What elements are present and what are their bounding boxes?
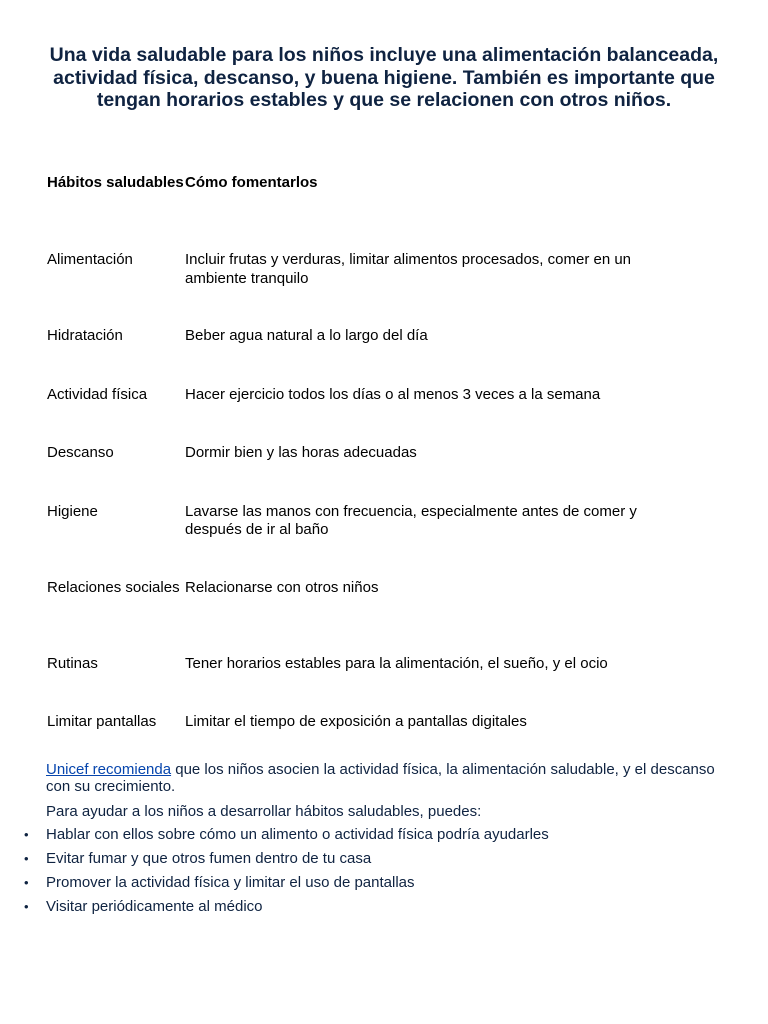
- how-cell: Incluir frutas y verduras, limitar alimentos procesados, comer en un ambiente tranquilo: [185, 251, 632, 287]
- how-cell: Dormir bien y las horas adecuadas: [185, 444, 417, 461]
- bullet-icon: •: [24, 899, 29, 914]
- header-how: Cómo fomentarlos: [185, 174, 318, 191]
- tip-text: Promover la actividad física y limitar el uso de pantallas: [46, 874, 415, 891]
- list-item: [24, 898, 726, 922]
- how-cell: Limitar el tiempo de exposición a pantallas digitales: [185, 713, 527, 730]
- list-item: [24, 850, 726, 874]
- table-row: [40, 243, 655, 319]
- bullet-icon: •: [24, 827, 29, 842]
- how-cell: Hacer ejercicio todos los días o al menos 3 veces a la semana: [185, 385, 601, 403]
- how-cell: Relacionarse con otros niños: [185, 578, 379, 596]
- habit-cell: Actividad física: [47, 385, 148, 403]
- help-intro: Para ayudar a los niños a desarrollar hábitos saludables, puedes:: [46, 803, 482, 820]
- list-item: [24, 826, 726, 850]
- intro-paragraph: [46, 761, 726, 795]
- table-row: [40, 647, 655, 706]
- bullet-icon: •: [24, 851, 29, 866]
- habits-table: [40, 166, 655, 745]
- tips-list: [24, 826, 726, 922]
- table-row: [40, 705, 655, 745]
- tip-text: Hablar con ellos sobre cómo un alimento o actividad física podría ayudarles: [46, 826, 549, 843]
- habit-cell: Hidratación: [47, 327, 123, 344]
- tip-text: Visitar periódicamente al médico: [46, 898, 263, 915]
- table-row: [40, 319, 655, 378]
- bullet-icon: •: [24, 875, 29, 890]
- content-section: [24, 761, 726, 922]
- habit-cell: Rutinas: [47, 654, 98, 672]
- table-row: [40, 495, 655, 571]
- header-habits: Hábitos saludables: [47, 174, 184, 191]
- page-title: Una vida saludable para los niños incluye una alimentación balanceada, actividad física, descanso, y buena higiene. También es importante que tengan horarios estables y que se relacionen con otros niños.: [49, 44, 719, 111]
- table-header-row: [40, 166, 655, 243]
- intro-text: que los niños asocien la actividad física, la alimentación saludable, y el descanso con su crecimiento.: [46, 761, 715, 795]
- how-cell: Tener horarios estables para la alimentación, el sueño, y el ocio: [185, 654, 608, 672]
- habit-cell: Relaciones sociales: [47, 578, 180, 596]
- unicef-link[interactable]: Unicef recomienda: [46, 761, 172, 778]
- habit-cell: Limitar pantallas: [47, 713, 157, 730]
- tip-text: Evitar fumar y que otros fumen dentro de tu casa: [46, 850, 372, 867]
- list-item: [24, 874, 726, 898]
- how-cell: Beber agua natural a lo largo del día: [185, 327, 428, 344]
- table-row: [40, 436, 655, 495]
- table-row: [40, 378, 655, 437]
- habit-cell: Descanso: [47, 444, 114, 461]
- how-cell: Lavarse las manos con frecuencia, especialmente antes de comer y después de ir al baño: [185, 502, 637, 538]
- habit-cell: Alimentación: [47, 251, 133, 268]
- habit-cell: Higiene: [47, 502, 98, 520]
- table-row: [40, 571, 655, 647]
